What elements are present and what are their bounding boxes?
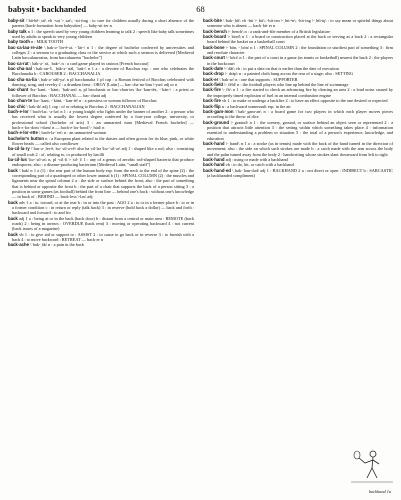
figure-caption: backhand 1a <box>368 489 391 494</box>
entry-definition: vb : to do, hit, or catch with a backhand <box>225 162 294 168</box>
entry-headword: back·date <box>203 66 224 72</box>
entry-definition: \bə-ˈsil-əs\ n, pl -cil·li \-ˈsil-ˌī\ 1 : any of a genus of aerobic rod-shaped bacteria that produce endospores; also : a disease-producing bacterium [Medieval Latin, "small staff"] <box>12 156 194 168</box>
dictionary-entry <box>8 29 194 40</box>
dictionary-entry <box>8 157 194 168</box>
entry-headword: back <box>8 215 18 221</box>
dictionary-entry <box>8 200 194 216</box>
dictionary-entry <box>8 242 194 247</box>
entry-definition: \ˌbach-lə-ˈret\ n : an unmarried woman <box>38 130 106 136</box>
entry-definition: adj : using or made with a backhand <box>225 156 288 162</box>
dictionary-entry <box>203 18 393 29</box>
entry-definition: \bə-ˈkant, -ˈkänt; ˈbak-ənt\ n, pl bacchants or bac·chan·tes \bə-ˈkan-tēz, -ˈkän-\ : a priest or follower of Bacchus : BACCHANAL — bac·chant adj <box>12 87 194 98</box>
entry-headword: back <box>8 199 18 205</box>
entry-headword: back·ache <box>8 242 30 248</box>
entry-headword: ba·cil·la·ry <box>8 146 30 152</box>
page-header <box>8 4 393 16</box>
entry-definition: \ˈbak-ən-ᵊl, ˌbäk-ə-ˈnäl, ˈbak-\ n 1 a : a devotee of Bacchus esp. : one who celebrates the Bacchanalia b : CAROUSER 2 : BACCHANALIA <box>12 66 194 77</box>
entry-headword: back·ground <box>203 119 230 125</box>
entry-headword: back·field <box>203 82 224 88</box>
entry-definition: \ˈbak\ n 1 a (1) : the rear part of the human body esp. from the neck to the end of the spine (2) : the corresponding part of a quadruped or other lower animal b (1) : SPINAL COLUMN (2) : the muscles and ligaments near the spinal column 2 a : the side or surface behind the front; also : the part of something that is behind or opposite the front b : the part of a chair that supports the back of a person sitting 3 : a position in some games (as football) behind the front line — behind one's back : without one's knowledge — in back of : BEHIND — back·less \-ləs\ adj <box>12 167 194 200</box>
entry-headword: bachelor's button <box>8 135 45 141</box>
entry-headword: back·bone <box>203 44 225 50</box>
entry-definition: n : MILK TOOTH <box>31 39 63 45</box>
entry-headword: back·er <box>203 76 219 82</box>
entry-headword: back·board <box>203 34 227 40</box>
entry-definition: \ˈbak-ˌgam-ən\ n : a board game for two players in which each player moves pieces according to the throw of dice <box>207 108 393 120</box>
entry-definition: n : a European plant related to the daisies and often grown for its blue, pink, or white flower heads — called also cornflower <box>12 135 194 146</box>
dictionary-entry <box>8 168 194 200</box>
entry-definition: adj 1 a : being at or in the back (back door) b : distant from a central or main area : REMOTE (back roads) 2 : being in arrears : OVERDUE (back rent) 3 : moving or operating backward 4 : not current (back issues of a magazine) <box>12 215 194 232</box>
dictionary-entry <box>8 232 194 243</box>
entry-definition: \-ˌfēld\ n : the football players who line up behind the line of scrimmage <box>224 82 349 88</box>
entry-definition: \-ˌbench\ n : a rank-and-file member of a British legislature <box>227 28 330 34</box>
entry-definition: \ˈbak-ˌbīt\ vb -bit \-ˌbit\; -bit·ten \-ˌbit-ᵊn\; -bit·ing \-ˌbīt-iŋ\ : to say mean or spiteful things about someone who is absent — back·bit·er n <box>207 18 393 29</box>
entry-headword: back·hand·ed <box>203 167 231 173</box>
entry-headword: ba·cil·lus <box>8 156 27 162</box>
entry-definition: \-ˈkōrt\ n 1 : the part of a court in a game (as tennis or basketball) nearest the back 2 : the players in the backcourt <box>207 55 394 66</box>
entry-definition: vb 1 : to give aid or support to : ASSIST 2 : to cause to go back or in reverse 3 : to furnish with a back 4 : to move backward : RETREAT — back·er n <box>12 231 194 243</box>
guide-words: babysit • backhanded <box>8 4 87 14</box>
entry-definition: \-ˈdāt\ vb : to put a date on that is earlier than the date of execution <box>224 66 339 72</box>
entry-headword: back·bite <box>203 18 222 23</box>
entry-definition: \-ˌgrau̇nd\ n 1 : the scenery, ground, or surface behind an object seen or represented 2 : a position that attracts little attention 3 : the setting within which something takes place 4 : information essential to understanding a problem or situation 5 : the total of a person's experience, knowledge, and education <box>207 119 393 141</box>
entry-headword: back·court <box>203 55 225 61</box>
entry-headword: bach·e·lor <box>8 108 29 114</box>
entry-headword: back·hand <box>203 140 225 146</box>
entry-definition: n : a backward somersault esp. in the air <box>221 103 291 109</box>
entry-headword: back·hand <box>203 162 225 168</box>
dictionary-entry <box>8 18 194 29</box>
entry-definition: \-ˌhand\ n 1 a : a stroke (as in tennis) made with the back of the hand turned in the direction of movement; also : the side on which such strokes are made b : a catch made with the arm across the body and the palm turned away from the body 2 : handwriting whose strokes slant downward from left to right <box>207 140 393 157</box>
dictionary-entry <box>203 109 393 120</box>
entry-definition: \-ˌfīr\ n 1 : a fire started to check an advancing fire by clearing an area 2 : a loud noise caused by the improperly timed explosion of fuel in an internal combustion engine <box>207 87 394 98</box>
entry-headword: bac·ca·rat <box>8 60 29 66</box>
entry-definition: \-ˌbȯrd\ n 1 : a board or construction placed at the back or serving as a back 2 : a rectangular board behind the basket on a basketball court <box>207 34 394 45</box>
entry-headword: back·fire <box>203 87 221 93</box>
entry-headword: back <box>8 167 18 173</box>
entry-definition: \ˌbak-ə-ˈnāl-yə\ n pl bacchanalia 1 pl cap : a Roman festival of Bacchus celebrated with dancing, song, and revelry 2 : a drunken feast : ORGY [Latin] — bac·cha·na·lian \-yən\ adj or n <box>12 76 194 88</box>
entry-definition: \ˈbas-ə-ˌler-ē, bə-ˈsil-ə-rē\ also ba·cil·lar \bə-ˈsil-ər\ adj 1 : shaped like a rod; also : consisting of small rods 2 : of, relating to, or produced by bacilli <box>12 146 194 157</box>
entry-headword: back·bench <box>203 28 227 34</box>
tennis-player-backhand-illustration <box>351 448 393 486</box>
dictionary-entry <box>203 87 393 98</box>
entry-definition: \ˌbäk-ə-ˈrä, ˌbak-\ n : a card game played in casinos [French baccara] <box>29 60 149 66</box>
entry-definition: \-ˌdräp\ n : a painted cloth hung across the rear of a stage; also : SETTING <box>224 71 354 77</box>
entry-definition: \-ˈbōn, -ˌbōn\ n 1 : SPINAL COLUMN 2 : the foundation or sturdiest part of something 3 : firm and resolute character <box>207 44 394 56</box>
entry-headword: baby tooth <box>8 39 30 45</box>
dictionary-entry <box>8 87 194 98</box>
entry-definition: \bə-ˈkant, -ˈkänt, -ˈkan-tē\ n : a priestess or woman follower of Bacchus <box>33 98 157 104</box>
dictionary-entry <box>8 77 194 88</box>
entry-headword: back·flip <box>203 103 221 109</box>
entry-definition: vb 1 : to make or undergo a backfire 2 : to have an effect opposite to the one desired or expected <box>222 98 388 104</box>
entry-headword: bac·ca·lau·re·ate <box>8 44 43 50</box>
entry-headword: bac·chan·te <box>8 98 33 104</box>
entry-headword: back <box>8 231 18 237</box>
dictionary-entry <box>203 55 393 66</box>
entry-definition: \ˈbach-lər, -ə-lər\ n 1 : a young knight who fights under the banner of another 2 : a person who has received what is usually the lowest degree conferred by a four-year college, university, or professional school (bachelor of arts) 3 : an unmarried man [Medieval French bacheler] — bach·e·lor·dom \-dəm\ n — bach·e·lor·hood \-ˌhu̇d\ n <box>12 108 195 130</box>
entry-definition: \ˈbā-bē-ˌsit\ vb -sat \-ˌsat\; -sit·ting : to care for children usually during a short absence of the parents [back-formation from babysitter] — baby-sit·ter n <box>12 18 194 29</box>
entry-headword: back·hand <box>203 156 225 162</box>
dictionary-entry <box>8 146 194 157</box>
dictionary-entry <box>203 34 393 45</box>
entry-headword: back·drop <box>203 71 224 77</box>
dictionary-entry <box>203 168 393 179</box>
entry-definition: adv 1 a : to, toward, or at the rear b : in or into the past : AGO 2 a : to or in a former place b : to or in a former condition c : in return or reply (talk back) 3 : in reserve (hold back a dollar) — back and forth : backward and forward : to and fro <box>12 199 194 216</box>
dictionary-entry <box>203 45 393 56</box>
entry-headword: bach·e·lor·ette <box>8 130 38 136</box>
entry-headword: back·gam·mon <box>203 108 234 114</box>
entry-definition: \ˈbak-ik\ adj 1 cap : of or relating to Bacchus 2 : BACCHANALIAN <box>26 103 145 109</box>
entry-headword: baby-sit <box>8 18 25 23</box>
entry-definition: n 1 : the speech used by very young children learning to talk 2 : speech like baby talk sometimes used by adults to speak to very young children <box>12 28 195 40</box>
entry-definition: \ˈbak-ər\ n : one that supports : SUPPORTER <box>219 76 298 82</box>
left-column <box>8 18 194 248</box>
entry-definition: \ˌbak-ˈhan-dəd\ adj 1 : BACKHAND 2 a : not direct or open : INDIRECT b : SARCASTIC (a backhanded compliment) <box>207 167 394 178</box>
page-number: 68 <box>196 4 205 14</box>
entry-headword: baby talk <box>8 28 27 34</box>
entry-headword: bac·chic <box>8 103 26 109</box>
entry-headword: bac·cha·nal <box>8 66 32 72</box>
dictionary-entry <box>8 66 194 77</box>
entry-headword: bac·chant <box>8 87 29 93</box>
dictionary-entry <box>8 109 194 130</box>
dictionary-entry <box>8 136 194 147</box>
dictionary-entry <box>8 216 194 232</box>
right-column <box>203 18 393 178</box>
entry-headword: bac·cha·na·lia <box>8 76 37 82</box>
dictionary-entry <box>8 45 194 61</box>
entry-definition: \ˌbak-ə-ˈlȯr-ē-ət, -ˈlär-\ n 1 : the degree of bachelor conferred by universities and colleges 2 : a sermon to a graduating class or the service at which such a sermon is delivered [Medieval Latin baccalaureatus, from baccalaureus "bachelor"] <box>12 44 194 61</box>
entry-definition: \ˈbak-ˌāk\ n : a pain in the back <box>30 242 84 248</box>
dictionary-entry <box>203 141 393 157</box>
dictionary-entry <box>203 120 393 141</box>
entry-headword: back·fire <box>203 98 221 104</box>
